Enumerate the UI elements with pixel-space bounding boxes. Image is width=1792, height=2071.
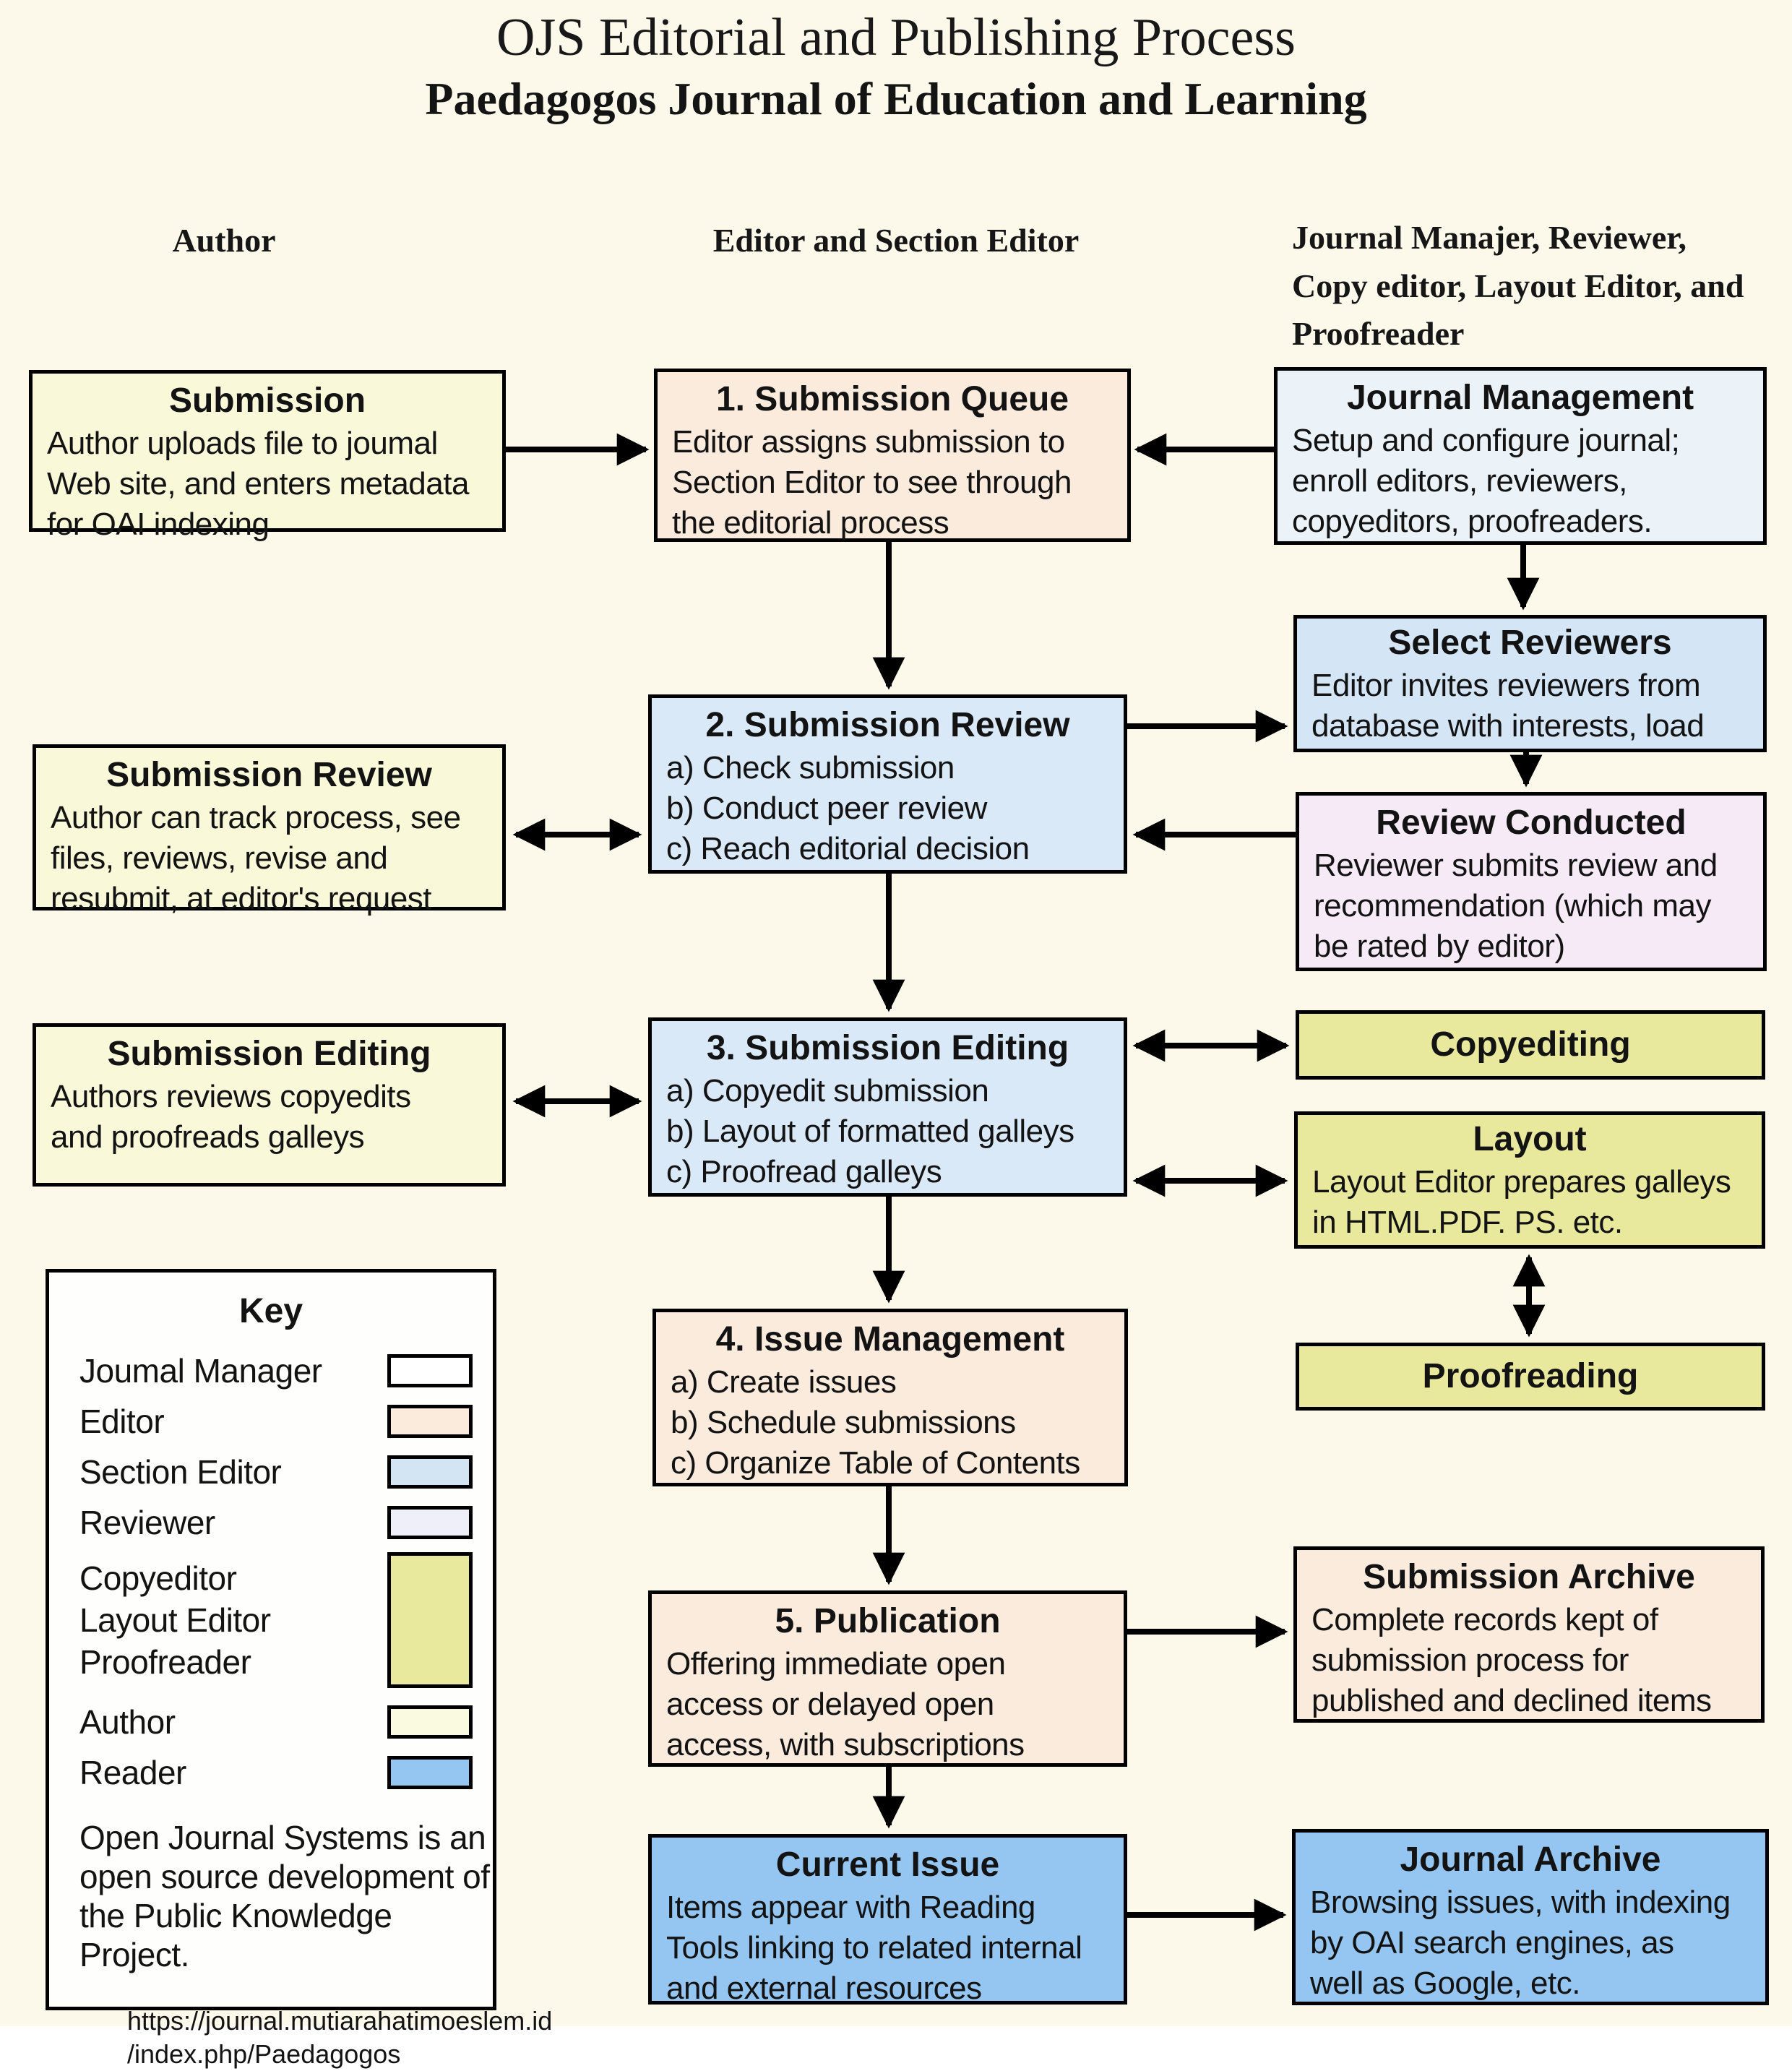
legend-item-reader xyxy=(79,1752,473,1794)
journal-url[interactable] xyxy=(127,2005,553,2071)
box-journal-management-title: Journal Management xyxy=(1346,379,1694,417)
box-journal-archive-body xyxy=(1296,1882,1765,2004)
text-line: Reviewer submits review and xyxy=(1314,848,1718,884)
box-layout-title: Layout xyxy=(1473,1120,1587,1158)
text-line: published and declined items xyxy=(1311,1683,1712,1719)
legend-key-box xyxy=(46,1269,553,2069)
legend-swatch-journal-manager xyxy=(387,1354,473,1387)
text-line: Project. xyxy=(79,1936,189,1973)
box-publication-body xyxy=(652,1644,1124,1765)
text-line: b) Schedule submissions xyxy=(671,1405,1016,1441)
legend-swatch-section-editor xyxy=(387,1455,473,1489)
box-submission-editing-title: 3. Submission Editing xyxy=(706,1029,1069,1067)
legend-group-labels xyxy=(79,1557,387,1683)
text-line: Section Editor to see through xyxy=(672,465,1072,501)
box-proofreading-title: Proofreading xyxy=(1422,1357,1639,1396)
legend-swatch-reader xyxy=(387,1756,473,1789)
box-publication-title: 5. Publication xyxy=(775,1602,1001,1640)
text-line: c) Proofread galleys xyxy=(666,1154,942,1190)
text-line: Setup and configure journal; xyxy=(1292,423,1680,459)
text-line: copyeditors, proofreaders. xyxy=(1292,504,1653,540)
legend-label: Copyeditor xyxy=(79,1559,237,1597)
box-journal-management-body xyxy=(1278,421,1763,542)
text-line: Author uploads file to joumal xyxy=(47,426,438,462)
text-line: Complete records kept of xyxy=(1311,1602,1658,1638)
box-select-reviewers xyxy=(1293,615,1767,752)
box-submission-title: Submission xyxy=(168,382,366,420)
legend-swatch-reviewer xyxy=(387,1506,473,1539)
text-line: Items appear with Reading xyxy=(666,1890,1035,1926)
legend-label: Proofreader xyxy=(79,1643,251,1681)
text-line: for OAI indexing xyxy=(47,507,270,543)
legend-swatch-author xyxy=(387,1705,473,1739)
box-submission-archive xyxy=(1293,1546,1765,1723)
text-line: files, reviews, revise and xyxy=(51,840,388,877)
legend-title: Key xyxy=(238,1292,303,1330)
legend-note xyxy=(79,1818,490,1974)
text-line: Layout Editor prepares galleys xyxy=(1312,1164,1731,1200)
text-line: c) Organize Table of Contents xyxy=(671,1445,1080,1481)
text-line: the editorial process xyxy=(672,505,949,541)
text-line: Open Journal Systems is an xyxy=(79,1819,486,1856)
text-line: well as Google, etc. xyxy=(1310,1965,1580,2002)
text-line: c) Reach editorial decision xyxy=(666,831,1030,867)
legend-swatch-editor xyxy=(387,1405,473,1438)
text-line: /index.php/Paedagogos xyxy=(127,2039,401,2069)
text-line: Web site, and enters metadata xyxy=(47,466,469,502)
box-copyediting xyxy=(1296,1010,1765,1080)
box-journal-management xyxy=(1274,367,1767,545)
text-line: and external resources xyxy=(666,1971,982,2007)
box-current-issue-title: Current Issue xyxy=(775,1846,1000,1884)
legend-item-copyeditor-group xyxy=(79,1552,473,1688)
box-submission-review-author-body xyxy=(36,798,502,919)
box-review-conducted-title: Review Conducted xyxy=(1376,804,1687,842)
text-line: in HTML.PDF. PS. etc. xyxy=(1312,1205,1623,1241)
box-current-issue xyxy=(648,1834,1127,2005)
legend-label: Reviewer xyxy=(79,1504,215,1541)
legend-item-author xyxy=(79,1701,473,1743)
legend-item-section-editor xyxy=(79,1451,473,1493)
legend-swatch-copyeditor-group xyxy=(387,1552,473,1688)
text-line: database with interests, load xyxy=(1311,708,1705,744)
text-line: access, with subscriptions xyxy=(666,1727,1025,1763)
text-line: Editor invites reviewers from xyxy=(1311,668,1701,704)
legend-label: Section Editor xyxy=(79,1453,282,1491)
box-submission-review-body xyxy=(652,748,1124,869)
page-subtitle: Paedagogos Journal of Education and Learning xyxy=(425,73,1367,124)
box-journal-archive-title: Journal Archive xyxy=(1400,1840,1661,1879)
text-line: recommendation (which may xyxy=(1314,888,1711,924)
box-submission-editing-author-title: Submission Editing xyxy=(107,1035,431,1073)
box-issue-management-body xyxy=(656,1362,1124,1484)
legend-label: Joumal Manager xyxy=(79,1352,322,1390)
box-submission-review-author xyxy=(33,744,506,917)
text-line: open source development of xyxy=(79,1858,490,1895)
text-line: the Public Knowledge xyxy=(79,1897,392,1934)
legend-label: Author xyxy=(79,1703,176,1741)
legend-label: Editor xyxy=(79,1403,165,1440)
box-publication xyxy=(648,1590,1127,1767)
box-current-issue-body xyxy=(652,1887,1124,2009)
text-line: Browsing issues, with indexing xyxy=(1310,1885,1731,1921)
text-line: a) Copyedit submission xyxy=(666,1073,989,1109)
text-line: Authors reviews copyedits xyxy=(51,1079,411,1115)
text-line: and proofreads galleys xyxy=(51,1119,365,1155)
text-line: b) Conduct peer review xyxy=(666,791,987,827)
box-submission-archive-body xyxy=(1297,1600,1761,1721)
text-line: access or delayed open xyxy=(666,1687,994,1723)
box-submission-body xyxy=(33,423,502,545)
box-submission-review-author-title: Submission Review xyxy=(106,756,432,794)
box-submission-editing-body xyxy=(652,1071,1124,1192)
box-copyediting-title: Copyediting xyxy=(1430,1025,1631,1064)
text-line: submission process for xyxy=(1311,1642,1629,1679)
text-line: a) Check submission xyxy=(666,750,955,786)
box-submission-queue xyxy=(654,369,1131,542)
box-submission-editing xyxy=(648,1017,1127,1197)
box-submission-editing-author xyxy=(33,1023,506,1187)
text-line: Author can track process, see xyxy=(51,800,461,836)
legend-label: Layout Editor xyxy=(79,1601,271,1639)
box-layout-body xyxy=(1298,1162,1762,1243)
box-layout xyxy=(1294,1111,1765,1249)
box-review-conducted xyxy=(1296,792,1767,971)
box-submission xyxy=(29,370,506,543)
box-issue-management-title: 4. Issue Management xyxy=(715,1320,1065,1359)
column-header-author: Author xyxy=(172,222,276,259)
text-line: by OAI search engines, as xyxy=(1310,1925,1674,1961)
legend-item-reviewer xyxy=(79,1502,473,1543)
box-issue-management xyxy=(652,1309,1128,1486)
legend-rows xyxy=(79,1350,473,1794)
box-journal-archive xyxy=(1292,1829,1769,2005)
legend-label: Reader xyxy=(79,1754,186,1791)
box-submission-queue-body xyxy=(658,422,1127,543)
box-proofreading xyxy=(1296,1343,1765,1411)
text-line: Tools linking to related internal xyxy=(666,1930,1082,1966)
box-submission-archive-title: Submission Archive xyxy=(1363,1558,1695,1596)
legend-item-editor xyxy=(79,1400,473,1442)
text-line: https://journal.mutiarahatimoeslem.id xyxy=(127,2006,553,2036)
text-line: Editor assigns submission to xyxy=(672,424,1065,460)
column-header-manager: Journal Manajer, Reviewer, Copy editor, Layout Editor, and Proofreader xyxy=(1292,219,1744,353)
page-title: OJS Editorial and Publishing Process xyxy=(496,8,1296,67)
legend-item-journal-manager xyxy=(79,1350,473,1392)
box-submission-review-title: 2. Submission Review xyxy=(705,706,1070,744)
text-line: resubmit, at editor's request xyxy=(51,881,432,917)
box-select-reviewers-body xyxy=(1297,666,1763,746)
box-submission-editing-author-body xyxy=(36,1077,502,1158)
column-header-editor: Editor and Section Editor xyxy=(712,222,1080,259)
box-select-reviewers-title: Select Reviewers xyxy=(1388,624,1672,662)
box-submission-queue-title: 1. Submission Queue xyxy=(715,380,1069,418)
text-line: enroll editors, reviewers, xyxy=(1292,463,1627,499)
text-line: b) Layout of formatted galleys xyxy=(666,1114,1074,1150)
text-line: a) Create issues xyxy=(671,1364,897,1400)
box-review-conducted-body xyxy=(1299,845,1763,967)
box-submission-review xyxy=(648,694,1127,874)
text-line: be rated by editor) xyxy=(1314,929,1565,965)
text-line: Offering immediate open xyxy=(666,1646,1006,1682)
